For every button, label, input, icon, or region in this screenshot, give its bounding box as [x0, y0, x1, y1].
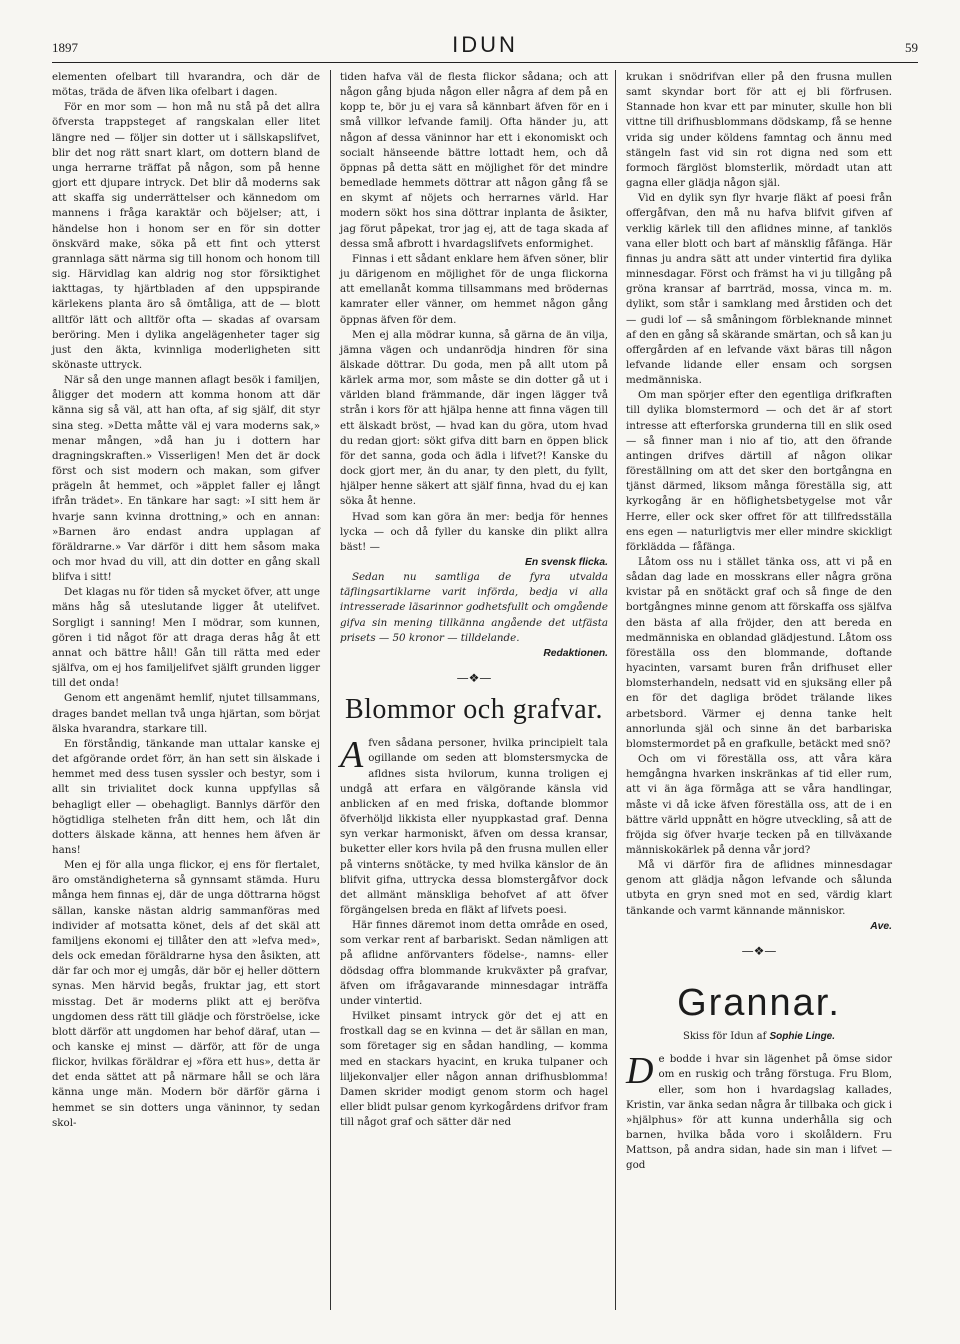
editorial-signature: Redaktionen.: [543, 647, 608, 659]
article-title-blommor: Blommor och grafvar.: [344, 694, 604, 726]
paragraph: Låtom oss nu i stället tänka oss, att vi på en sådan dag lade en mosskrans eller några gröna kvistar på en snötäckt graf och så finge de den bortgångnes minne genom att förskaffa oss själfva den bästa af alla fröjder, den att bereda en medmänniska en oblandad glädjestund. Låtom oss föreställa oss den blommande, doftande hyacinten, varsamt buren från drifhuset eller blomsterhandeln, nedsatt vid en sjuksäng eller på en för det dagliga brödet trälande likes arbetsbord. Värmer ej denna tanke helt annorlunda själ och sinne än det barbariska blomstermordet på en grafkulle, betäckt med snö?: [626, 556, 892, 750]
paragraph: En förståndig, tänkande man uttalar kanske ej det afgörande ordet förr, än han sett sin älskade i hemmet med dess tusen syssler och bestyr, som i allt sin trivialitet dock kunna uppfyllas så behagligt eller — obehagligt. Bannlys därför den högtidliga stelheten från ditt hem, och låt din dotters älskade känna, att hennes hem äfven är hans!: [52, 737, 320, 856]
paragraph: Men ej för alla unga flickor, ej ens för flertalet, äro omständigheterna så gynnsamt stämda. Huru många hem finnas ej, där de unga döttrarna högst sällan, kanske nästan aldrig sammanföras med individer af motsatta könet, dels af det skäl att familjens ekonomi ej tillåter den att »lefva med», dels ock emedan föräldrarne hysa den åsikten, att där far och mor ej umgås, där bör ej heller döttern synas. Men härvid begås, fruktar jag, ett stort misstag. Det är moderns plikt att ej beröfva ungdomen dess rätt till glädje och förströelse, icke blott därför att ungdomen har behof däraf, utan — och kanske ej minst — därför, att för de unga flickor, hvilkas föräldrar ej »föra ett hus», detta är det enda sättet att på närmare håll se och lära känna unge män. Modern bör därför gärna i hemmet se sin dotters unga väninnor, ty sedan skol-: [52, 859, 320, 1129]
article-title-grannar: Grannar.: [677, 982, 841, 1025]
paragraph: Och om vi föreställa oss, att våra kära hemgångna hvarken inskränkas af tid eller rum, att vi än äga förmåga att se våra handlingar, måste vi då icke äfven föreställa oss, att de i en bättre värld uppnått en högre utveckling, så att de fröjda sig öfver hvarje tecken på en tillväxande människokärlek på denna vår jord?: [626, 753, 892, 856]
header-rule: [52, 62, 918, 63]
column-1: [52, 70, 320, 1131]
paragraph: För en mor som — hon må nu stå på det allra öfversta trappsteget af rangskalan eller litet längre ned — följer sin dotter ut i sällskapslifvet, blir det nog rätt snart klart, om dottern bland de unga herrarne träffat på någon, som på henne gjort ett djupare intryck. Det blir då moderns sak att skaffa sig underrättelser och kännedom om mannens i fråga karaktär och böjelser; att, i händelse hon i honom ser en för sin dotter önskvärd make, söka på ett fint och ytterst grannlaga sätt närma sig till honom och honom till sig. Härvidlag kan aldrig nog stor försiktighet iakttagas, ty hjärtbladen af den uppspirande kärlekens planta äro så ömtåliga, att de — blott alltför lätt och alltför ofta — skadas af ovarsam beröring. Men i dylika angelägenheter tager sig just den äkta, kvinnliga moderligheten sitt skönaste uttryck.: [52, 101, 320, 371]
paragraph: Genom ett angenämt hemlif, njutet tillsammans, drages bandet mellan två unga hjärtan, som börjat älska hvarandra, starkare till.: [52, 692, 320, 735]
paragraph: tiden hafva väl de flesta flickor sådana; och att någon gång bjuda någon eller några af dem på en kopp te, bör ju ej vara så kännbart äfven för en i små villkor lefvande familj. Ofta händer ju, att någon af dessa väninnor har ett i ekonomiskt och socialt hänseende bättre lottadt hem, och då öppnas på detta sätt en möjlighet för det mindre bemedlade hemmets döttrar att någon gång få se en skymt af nöjets och herrarnes värld. Har modern sökt hos sina döttrar inplanta de åsikter, jag förut påpekat, tror jag ej, att de taga skada af dessa små afbrott i hvardagslifvets enformighet.: [340, 71, 608, 250]
paragraph: Finnas i ett sådant enklare hem äfven söner, blir ju därigenom en möjlighet för de unga flickorna att emellanåt komma tillsammans med brödernas kamrater eller vänner, om hemmet någon gång öppnas äfven för dem.: [340, 252, 608, 326]
paragraph: Hvad som kan göra än mer: bedja för hennes lycka — och då fyller du kanske din plikt allra bäst! —: [340, 510, 608, 553]
page-number-left: 1897: [52, 40, 78, 55]
column-divider: [615, 70, 616, 1310]
article-signature: Ave.: [870, 920, 892, 932]
paragraph: [626, 1052, 892, 1173]
column-2: [340, 70, 608, 1130]
article-signature: En svensk flicka.: [525, 557, 608, 568]
editorial-note: Sedan nu samtliga de fyra utvalda täflingsartiklarne varit införda, bedja vi alla intresserade läsarinnor godhetsfullt och omgående gifva sin mening tillkänna angående det utfästa prisets — 50 kronor — tilldelande.: [340, 571, 608, 644]
paragraph: Men ej alla mödrar kunna, så gärna de än vilja, jämna vägen och undanrödja hindren för sina älskade döttrar. Du goda, men på allt utom på kärlek arma mor, som måste se din dotter gå ut i världen bland främmande, där ingen lägger två strån i kors för att hjälpa henne att finna vägen till ett älskadt bröst, — hvad kan du göra, utom hvad du redan gjort: sökt gifva ditt barn en öppen blick för det sanna, goda och ädla i lifvet?! Kanske du dock gjort mer, än du anar, ty den plett, du fyllt, hjälper henne säkert att själf finna, hvad du ej kan söka åt henne.: [340, 328, 608, 508]
fleuron-ornament: —❖—: [741, 943, 777, 958]
paragraph: krukan i snödrifvan eller på den frusna mullen samt skyndar bort för att ej bli förfrusen. Stannade hon kvar ett par minuter, skulle hon bli vittne till drifhusblommans dödskamp, få se henne vrida sig under köldens famntag och ännu med stängeln fast vid sin rot digna ned som ett formoch färglöst blomsterlik, mördadt utan att gagna eller glädja någon själ.: [626, 71, 892, 190]
drop-cap: A: [340, 734, 364, 777]
masthead-title: IDUN: [452, 32, 518, 57]
paragraph: Det klagas nu för tiden så mycket öfver, att unge mäns håg så uteslutande ligger åt utelifvet. Sorgligt i sanning! Men I mödrar, som kunnen, gören i tid något för att draga deras håg åt ett annat och bättre håll! Gån till rätta med eder själfva, om ej hos familjelifvet själft grunden ligger till det onda!: [52, 586, 320, 690]
paragraph: elementen ofelbart till hvarandra, och där de mötas, träda de äfven lika ofelbart i dagen.: [52, 71, 320, 99]
article-subtitle: [626, 1029, 892, 1044]
column-divider: [330, 70, 331, 1310]
paragraph-text: e bodde i hvar sin lägenhet på ömse sidor om en ruskig och trång förstuga. Fru Blom, eller, som hon i hvardagslag kallades, Kristin, var änka sedan några år tillbaka och gick i »hjälphus» för att kunna underhålla sig och barnen, hvilka båda voro i skolåldern. Fru Mattson, på andra sidan, hade sin man i lifvet — god: [626, 1053, 892, 1172]
paragraph: [340, 736, 608, 918]
subtitle-text: Skiss för Idun af: [682, 1031, 767, 1043]
paragraph: Vid en dylik syn flyr hvarje fläkt af poesi från offergåfvan, den må nu hafva blifvit gifven af verklig kärlek till den aflidnes minne, af tanklös vana eller blott och bart af mänsklig fåfänga. Här finnas ju andra sätt att under vintertid fira dylika minnesdagar. Först och främst ha vi ju tillgång på gröna kransar af barrträd, mossa, vinca m. m. dylikt, som står i samklang med årstiden och det — gudi lof — så småningom förbleknande minnet af den en gång så skärande smärtan, och så kan ju offergården af en lefvande växt bäras till någon lefvande lidande eller ensam och sorgsen medmänniska.: [626, 192, 892, 387]
author-name: Sophie Linge.: [769, 1031, 836, 1043]
paragraph: Må vi därför fira de aflidnes minnesdagar genom att glädja någon lefvande och sålunda utbyta en gryn sned mot en sed, värdig klart tänkande och varmt kännande människor.: [626, 859, 892, 917]
paragraph: Om man spörjer efter den egentliga drifkraften till dylika blomstermord — och det är af stort intresse att efterforska grunderna till en slik osed — så finner man i nio af tio, att den öfrande antingen drifves därtill af någon olikar föreställning om att det sker den bortgångna en tjänst därmed, liksom många föreställa sig, att kyrkogång är en höflighetsbetygelse mot vår Herre, eller ock sker offret för att tillfredsställa ens egen — naturligtvis mer eller mindre skickligt förklädda — fåfänga.: [626, 389, 892, 553]
fleuron-ornament: —❖—: [456, 671, 492, 686]
paragraph: När så den unge mannen aflagt besök i familjen, åligger det modern att komma honom att där känna sig så väl, att han ofta, af sig själf, dit styr sina steg. »Detta måtte väl ej vara moderns sak,» menar mången, »då han ju i dottern har dragningskraften.» Visserligen! Men det är dock först och sist modern och makan, som gifver prägeln åt hemmet, och »äpplet faller ej långt ifrån trädet». En tänkare har sagt: »I sitt hem är hvarje sann kvinna drottning,» och en annan: »Barnen äro endast andra upplagan af föräldrarne.» Var därför i ditt hem såsom maka och mor hvad du vill, att din dotter en gång skall blifva i sitt!: [52, 374, 320, 584]
column-3: [626, 70, 892, 1173]
drop-cap: D: [626, 1050, 654, 1093]
page-header: [52, 30, 918, 60]
paragraph: Här finnes däremot inom detta område en osed, som verkar rent af barbariskt. Sedan nämligen att på aflidne anförvanters födelse-, namns- eller dödsdag offra blommande krukväxter på grafvar, äfven om ifrågavarande minnesdagar inträffa under vintertid.: [340, 919, 608, 1007]
page-number-right: 59: [905, 40, 918, 55]
paragraph-text: fven sådana personer, hvilka principielt tala ogillande om seden att blomstersmycka de afldnes sista hvilorum, kunna troligen ej undgå att erfara en välgörande känsla vid anblicken af en med friska, doftande blommor öfverhöljd likkista eller nyuppkastad graf. Denna syn verkar harmoniskt, äfven om dessa kransar, buketter eller kors hvila på den frusna mullen eller på vinterns snötäcke, ty med hvilka känslor de än blifvit gifna, uttrycka dessa blomstergåfvor dock det allmänt mänskliga behofvet af att öfver förgängelsen breda en fläkt af lifvets poesi.: [340, 737, 608, 916]
paragraph: Hvilket pinsamt intryck gör det ej att en frostkall dag se en kvinna — det är sällan en man, som företager sig en sådan handling, — komma med en stackars hyacint, en kruka tulpaner och liljekonvaljer eller någon annan drifhusblomma! Damen skrider modigt genom storm och hagel eller blidt pulsar genom kyrkogårdens drifvor fram till något graf och sätter där ned: [340, 1010, 608, 1129]
